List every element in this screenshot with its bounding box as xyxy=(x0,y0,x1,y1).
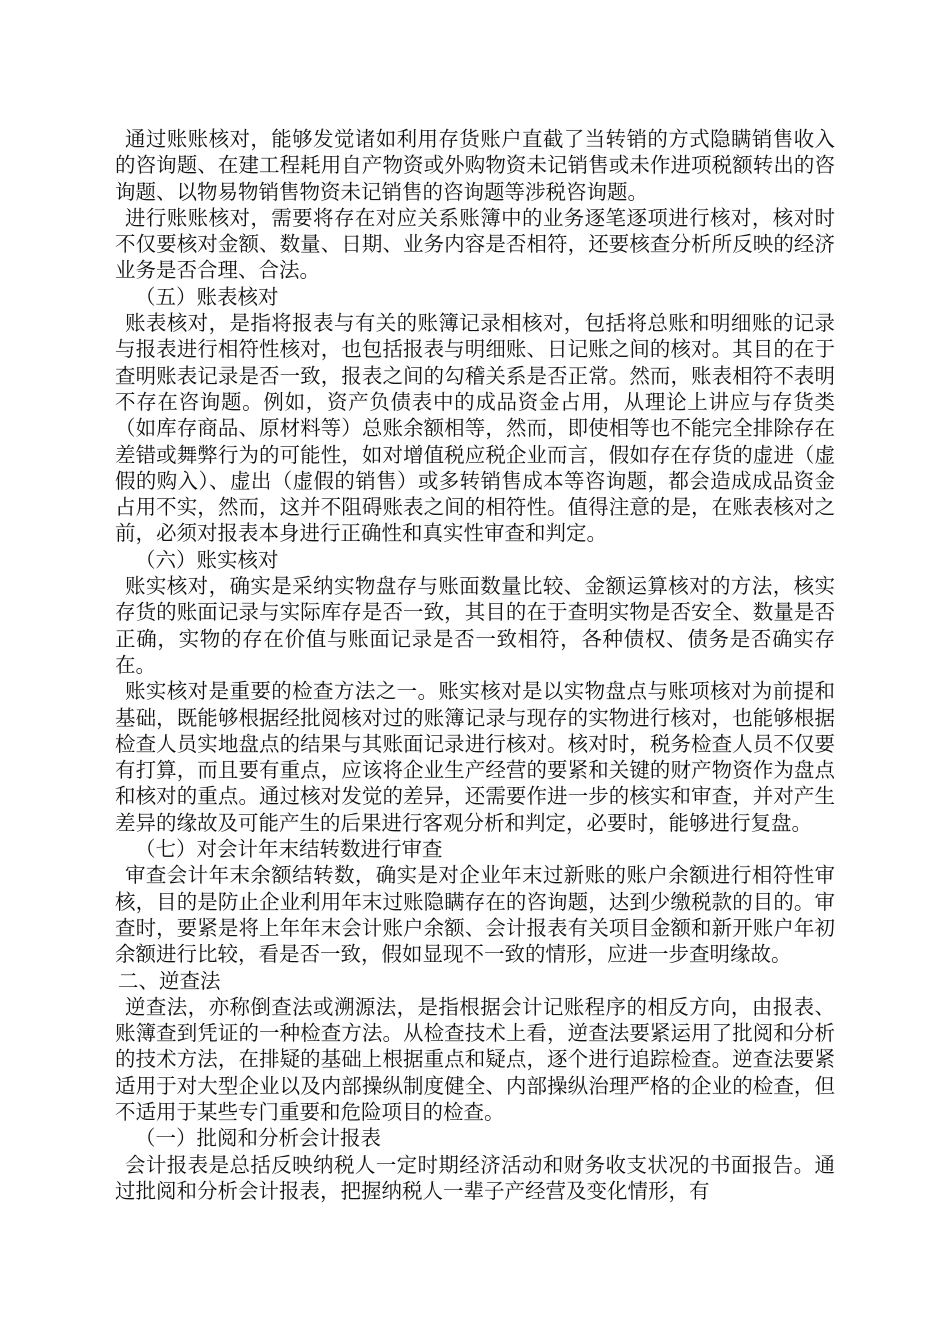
document-body xyxy=(115,126,835,1204)
section-heading: （一）批阅和分析会计报表 xyxy=(135,1126,381,1151)
paragraph: 通过账账核对，能够发觉诸如利用存货账户直截了当转销的方式隐瞒销售收入的咨询题、在建工程耗用自产物资或外购物资未记销售或未作进项税额转出的咨询题、以物易物销售物资未记销售的咨询题等涉税咨询题。 xyxy=(115,127,835,204)
paragraph: 审查会计年末余额结转数，确实是对企业年末过新账的账户余额进行相符性审核，目的是防止企业利用年末过账隐瞒存在的咨询题，达到少缴税款的目的。审查时，要紧是将上年年末会计账户余额、会计报表有关项目金额和新开账户年初余额进行比较，看是否一致，假如显现不一致的情形，应进一步查明缘故。 xyxy=(115,863,835,967)
chapter-heading: 二、逆查法 xyxy=(118,968,221,993)
paragraph: 账表核对，是指将报表与有关的账簿记录相核对，包括将总账和明细账的记录与报表进行相符性核对，也包括报表与明细账、日记账之间的核对。其目的在于查明账表记录是否一致，报表之间的勾稽关系是否正常。然而，账表相符不表明不存在咨询题。例如，资产负债表中的成品资金占用，从理论上讲应与存货类（如库存商品、原材料等）总账余额相等，然而，即使相等也不能完全排除存在差错或舞弊行为的可能性，如对增值税应税企业而言，假如存在存货的虚进（虚假的购入）、虚出（虚假的销售）或多转销售成本等咨询题，都会造成成品资金占用不实，然而，这并不阻碍账表之间的相符性。值得注意的是，在账表核对之前，必须对报表本身进行正确性和真实性审查和判定。 xyxy=(115,311,835,546)
paragraph: 会计报表是总括反映纳税人一定时期经济活动和财务收支状况的书面报告。通过批阅和分析会计报表，把握纳税人一辈子产经营及变化情形，有 xyxy=(115,1152,835,1203)
paragraph: 进行账账核对，需要将存在对应关系账簿中的业务逐笔逐项进行核对，核对时不仅要核对金额、数量、日期、业务内容是否相符，还要核查分析所反映的经济业务是否合理、合法。 xyxy=(115,205,835,283)
paragraph: 账实核对是重要的检查方法之一。账实核对是以实物盘点与账项核对为前提和基础，既能够根据经批阅核对过的账簿记录与现存的实物进行核对，也能够根据检查人员实地盘点的结果与其账面记录进行核对。核对时，税务检查人员不仅要有打算，而且要有重点，应该将企业生产经营的要紧和关键的财产物资作为盘点和核对的重点。通过核对发觉的差异，还需要作进一步的核实和审查，并对产生差异的缘故及可能产生的后果进行客观分析和判定，必要时，能够进行复盘。 xyxy=(115,679,835,835)
paragraph: 逆查法，亦称倒查法或溯源法，是指根据会计记账程序的相反方向，由报表、账簿查到凭证的一种检查方法。从检查技术上看，逆查法要紧运用了批阅和分析的技术方法，在排疑的基础上根据重点和疑点，逐个进行追踪检查。逆查法要紧适用于对大型企业以及内部操纵制度健全、内部操纵治理严格的企业的检查，但不适用于某些专门重要和危险项目的检查。 xyxy=(115,994,835,1124)
paragraph: 账实核对，确实是采纳实物盘存与账面数量比较、金额运算核对的方法，核实存货的账面记录与实际库存是否一致，其目的在于查明实物是否安全、数量是否正确，实物的存在价值与账面记录是否一致相符，各种债权、债务是否确实存在。 xyxy=(115,574,835,677)
section-heading: （六）账实核对 xyxy=(135,547,279,572)
section-heading: （七）对会计年末结转数进行审查 xyxy=(135,837,443,862)
section-heading: （五）账表核对 xyxy=(135,284,279,309)
